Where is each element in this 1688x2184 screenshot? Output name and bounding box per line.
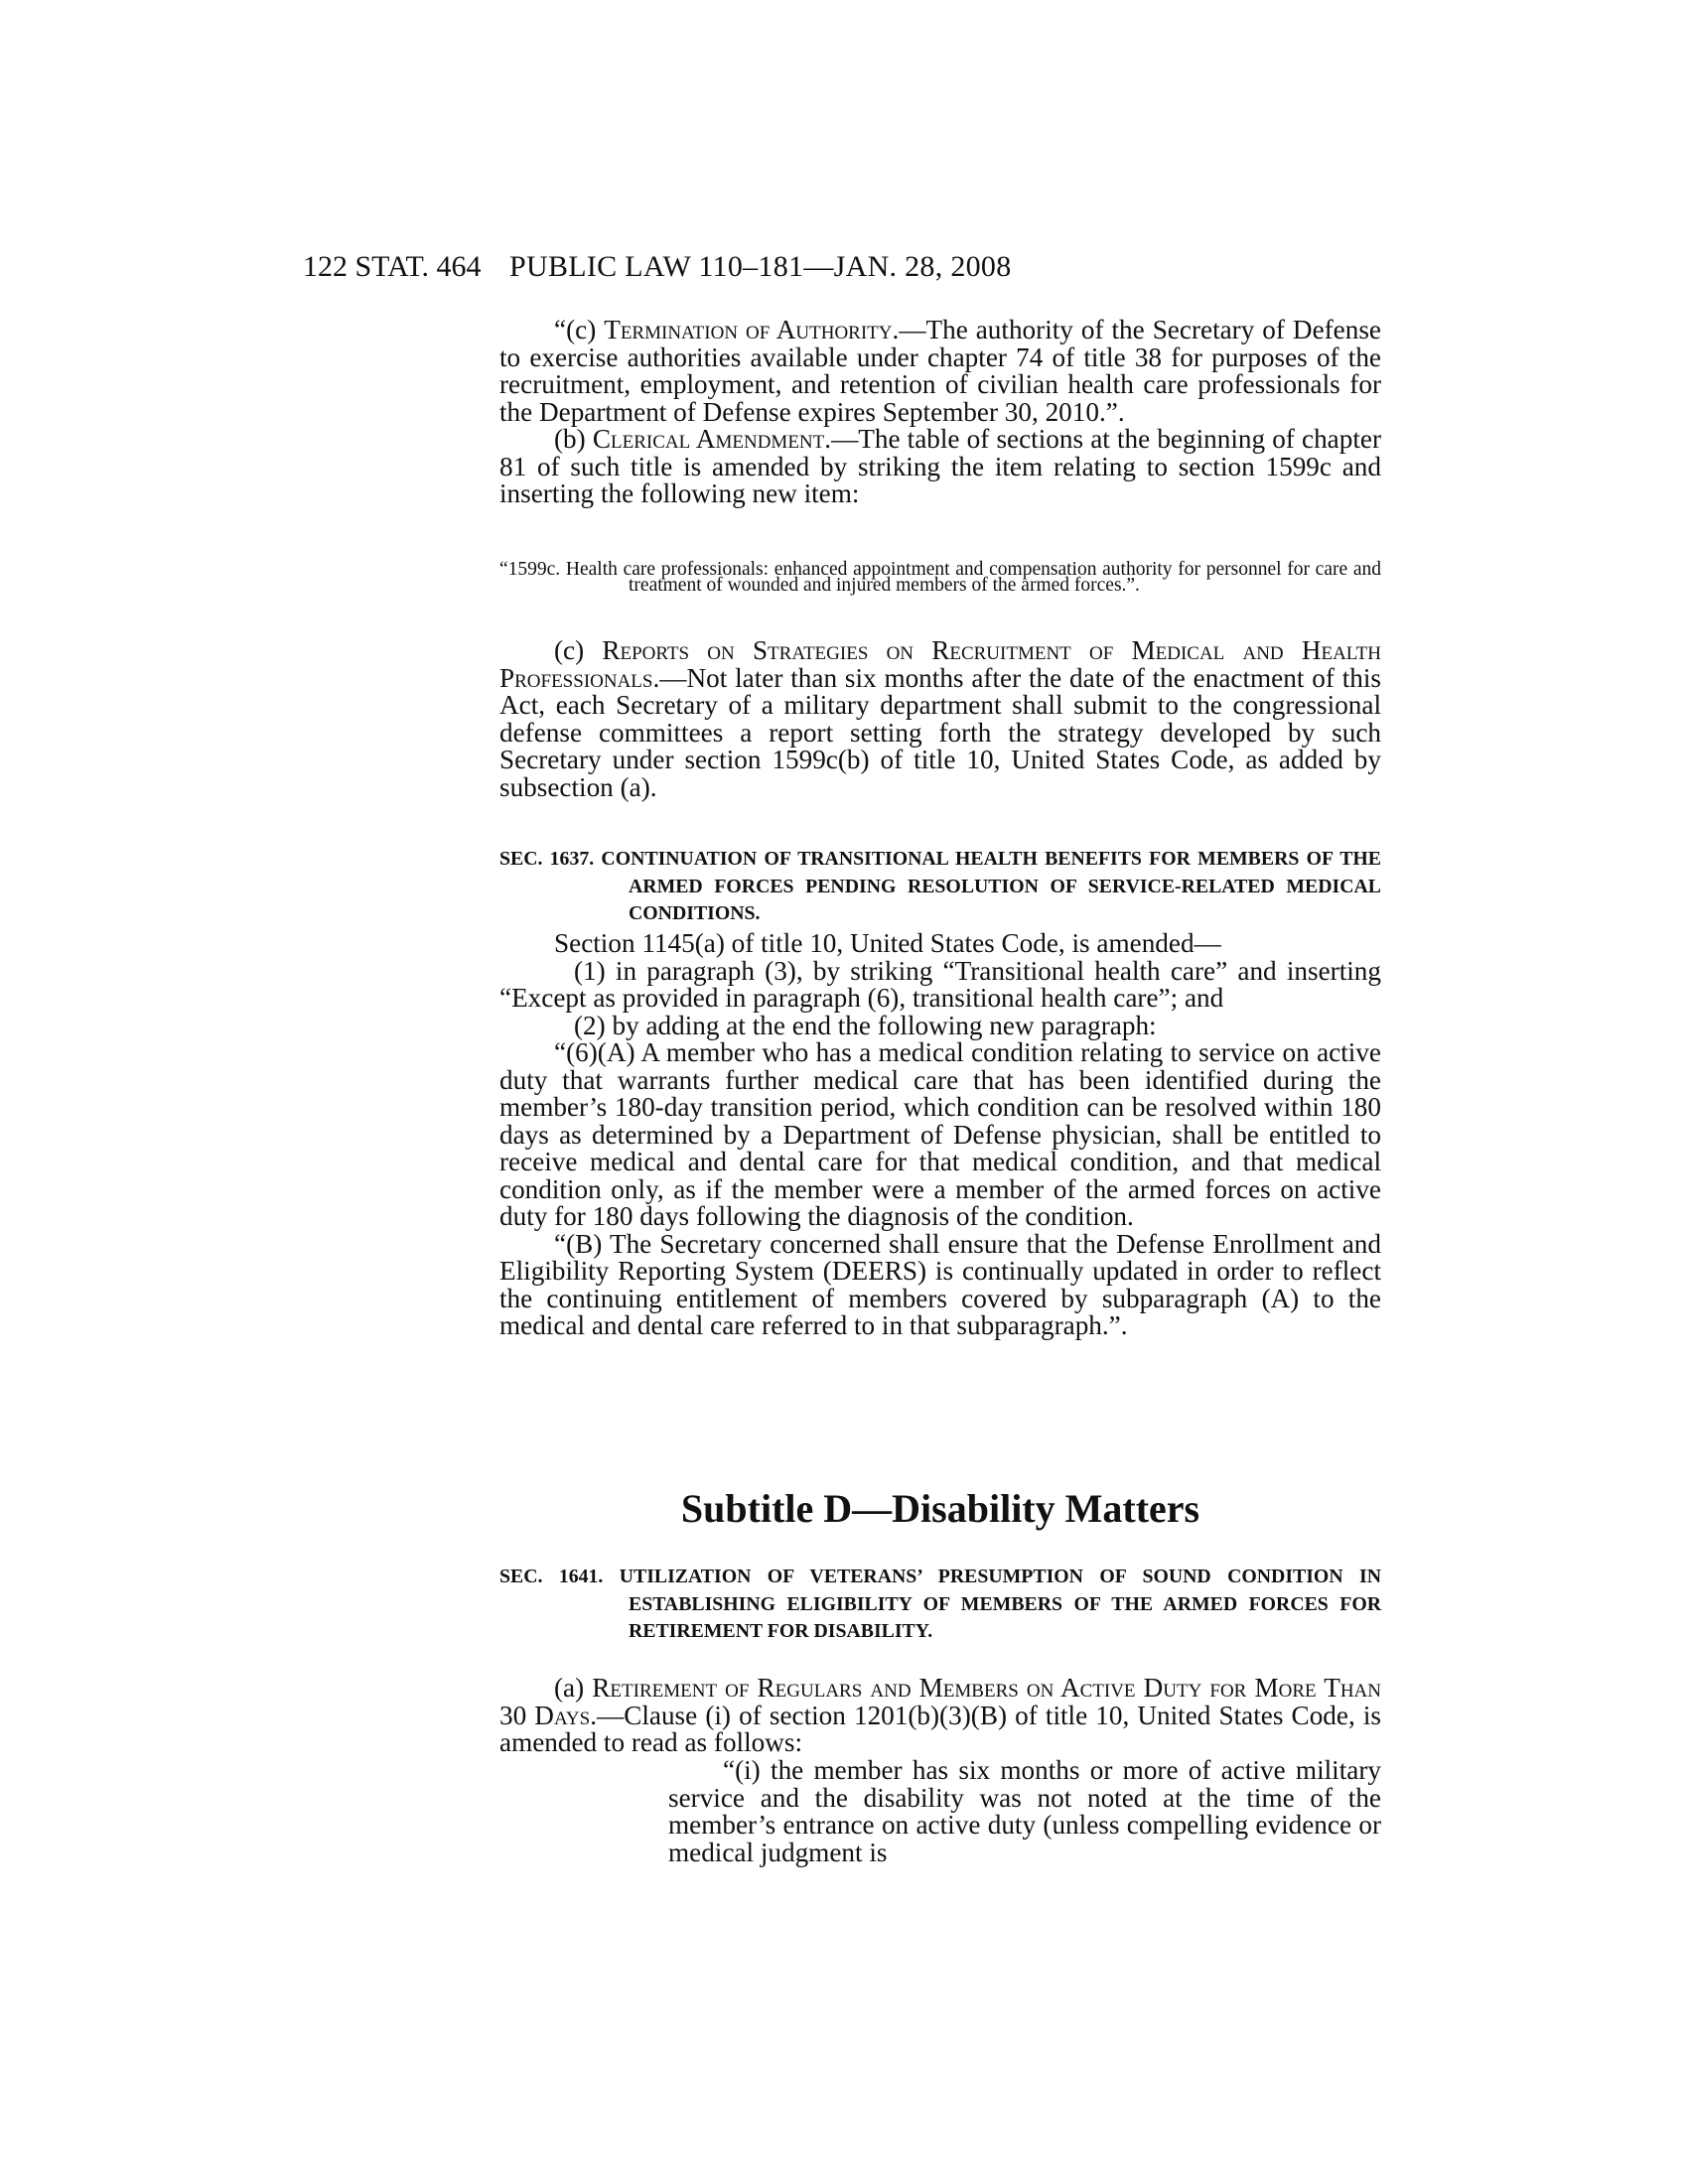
- sec-1637: [499, 846, 1381, 928]
- subtitle-heading: Subtitle D—Disability Matters: [680, 1486, 1200, 1531]
- sec-1637-body: [499, 930, 1381, 1340]
- sec-1641-subsection-a: (a) Retirement of Regulars and Members on Active Duty for More Than 30 Days.—Clause (i) of section 1201(b)(3)(B) of title 10, United States Code, is amended to read as follows:: [499, 1673, 1381, 1757]
- clause-i-quote: [668, 1757, 1381, 1866]
- table-of-sections-item: [499, 559, 1381, 596]
- sec-1641: [499, 1564, 1381, 1646]
- stat-page-number: 122 STAT. 464: [303, 250, 482, 283]
- sec-1637-item-2: (2) by adding at the end the following new paragraph:: [574, 1010, 1157, 1040]
- sec-1637-heading: SEC. 1637. CONTINUATION OF TRANSITIONAL HEALTH BENEFITS FOR MEMBERS OF THE ARMED FORCES PENDING RESOLUTION OF SERVICE-RELATED MEDICAL CONDITIONS.: [499, 848, 1381, 924]
- public-law-citation: PUBLIC LAW 110–181—JAN. 28, 2008: [509, 250, 1012, 283]
- termination-of-authority-paragraph: “(c) Termination of Authority.—The authority of the Secretary of Defense to exercise authorities available under chapter 74 of title 38 for purposes of the recruitment, employment, and retention of civilian health care professionals for the Department of Defense expires September 30, 2010.”.: [499, 315, 1381, 427]
- sec-1641-subsection-a-heading: Retirement of Regulars and Members on Active Duty for More Than 30 Days: [499, 1673, 1381, 1730]
- reports-on-strategies-heading: Reports on Strategies on Recruitment of Medical and Health Professionals: [499, 635, 1381, 693]
- reports-on-strategies-paragraph: (c) Reports on Strategies on Recruitment of Medical and Health Professionals.—Not later than six months after the date of the enactment of this Act, each Secretary of a military department shall submit to the congressional defense committees a report setting forth the strategy developed by such Secretary under section 1599c(b) of title 10, United States Code, as added by subsection (a).: [499, 635, 1381, 802]
- toc-item-1599c: “1599c. Health care professionals: enhanced appointment and compensation authority for personnel for care and treatment of wounded and injured members of the armed forces.”.: [499, 559, 1381, 596]
- termination-of-authority-section: [499, 317, 1381, 508]
- sec-1637-paragraph-6b: “(B) The Secretary concerned shall ensure that the Defense Enrollment and Eligibility Reporting System (DEERS) is continually updated in order to reflect the continuing entitlement of members covered by subparagraph (A) to the medical and dental care referred to in that subparagraph.”.: [499, 1228, 1381, 1340]
- termination-of-authority-heading: Termination of Authority: [604, 315, 893, 344]
- sec-1637-paragraph-6a: “(6)(A) A member who has a medical condition relating to service on active duty that warrants further medical care that has been identified during the member’s 180-day transition period, which condition can be resolved within 180 days as determined by a Department of Defense physician, shall be entitled to receive medical and dental care for that medical condition, and that medical condition only, as if the member were a member of the armed forces on active duty for 180 days following the diagnosis of the condition.: [499, 1037, 1381, 1231]
- reports-on-strategies-section: [499, 637, 1381, 801]
- page-header: [303, 250, 1385, 286]
- sec-1641-body: [499, 1675, 1381, 1757]
- clerical-amendment-heading: Clerical Amendment: [592, 424, 825, 454]
- clause-i-text: “(i) the member has six months or more of active military service and the disability was not noted at the time of the member’s entrance on active duty (unless compelling evidence or medical judgment is: [668, 1755, 1381, 1867]
- clerical-amendment-paragraph: (b) Clerical Amendment.—The table of sections at the beginning of chapter 81 of such title is amended by striking the item relating to section 1599c and inserting the following new item:: [499, 424, 1382, 508]
- sec-1641-heading: SEC. 1641. UTILIZATION OF VETERANS’ PRESUMPTION OF SOUND CONDITION IN ESTABLISHING ELIGIBILITY OF MEMBERS OF THE ARMED FORCES FOR RETIREMENT FOR DISABILITY.: [499, 1566, 1381, 1642]
- sec-1637-intro: Section 1145(a) of title 10, United States Code, is amended—: [554, 928, 1221, 958]
- sec-1637-item-1: (1) in paragraph (3), by striking “Transitional health care” and inserting “Except as provided in paragraph (6), transitional health care”; and: [499, 955, 1381, 1013]
